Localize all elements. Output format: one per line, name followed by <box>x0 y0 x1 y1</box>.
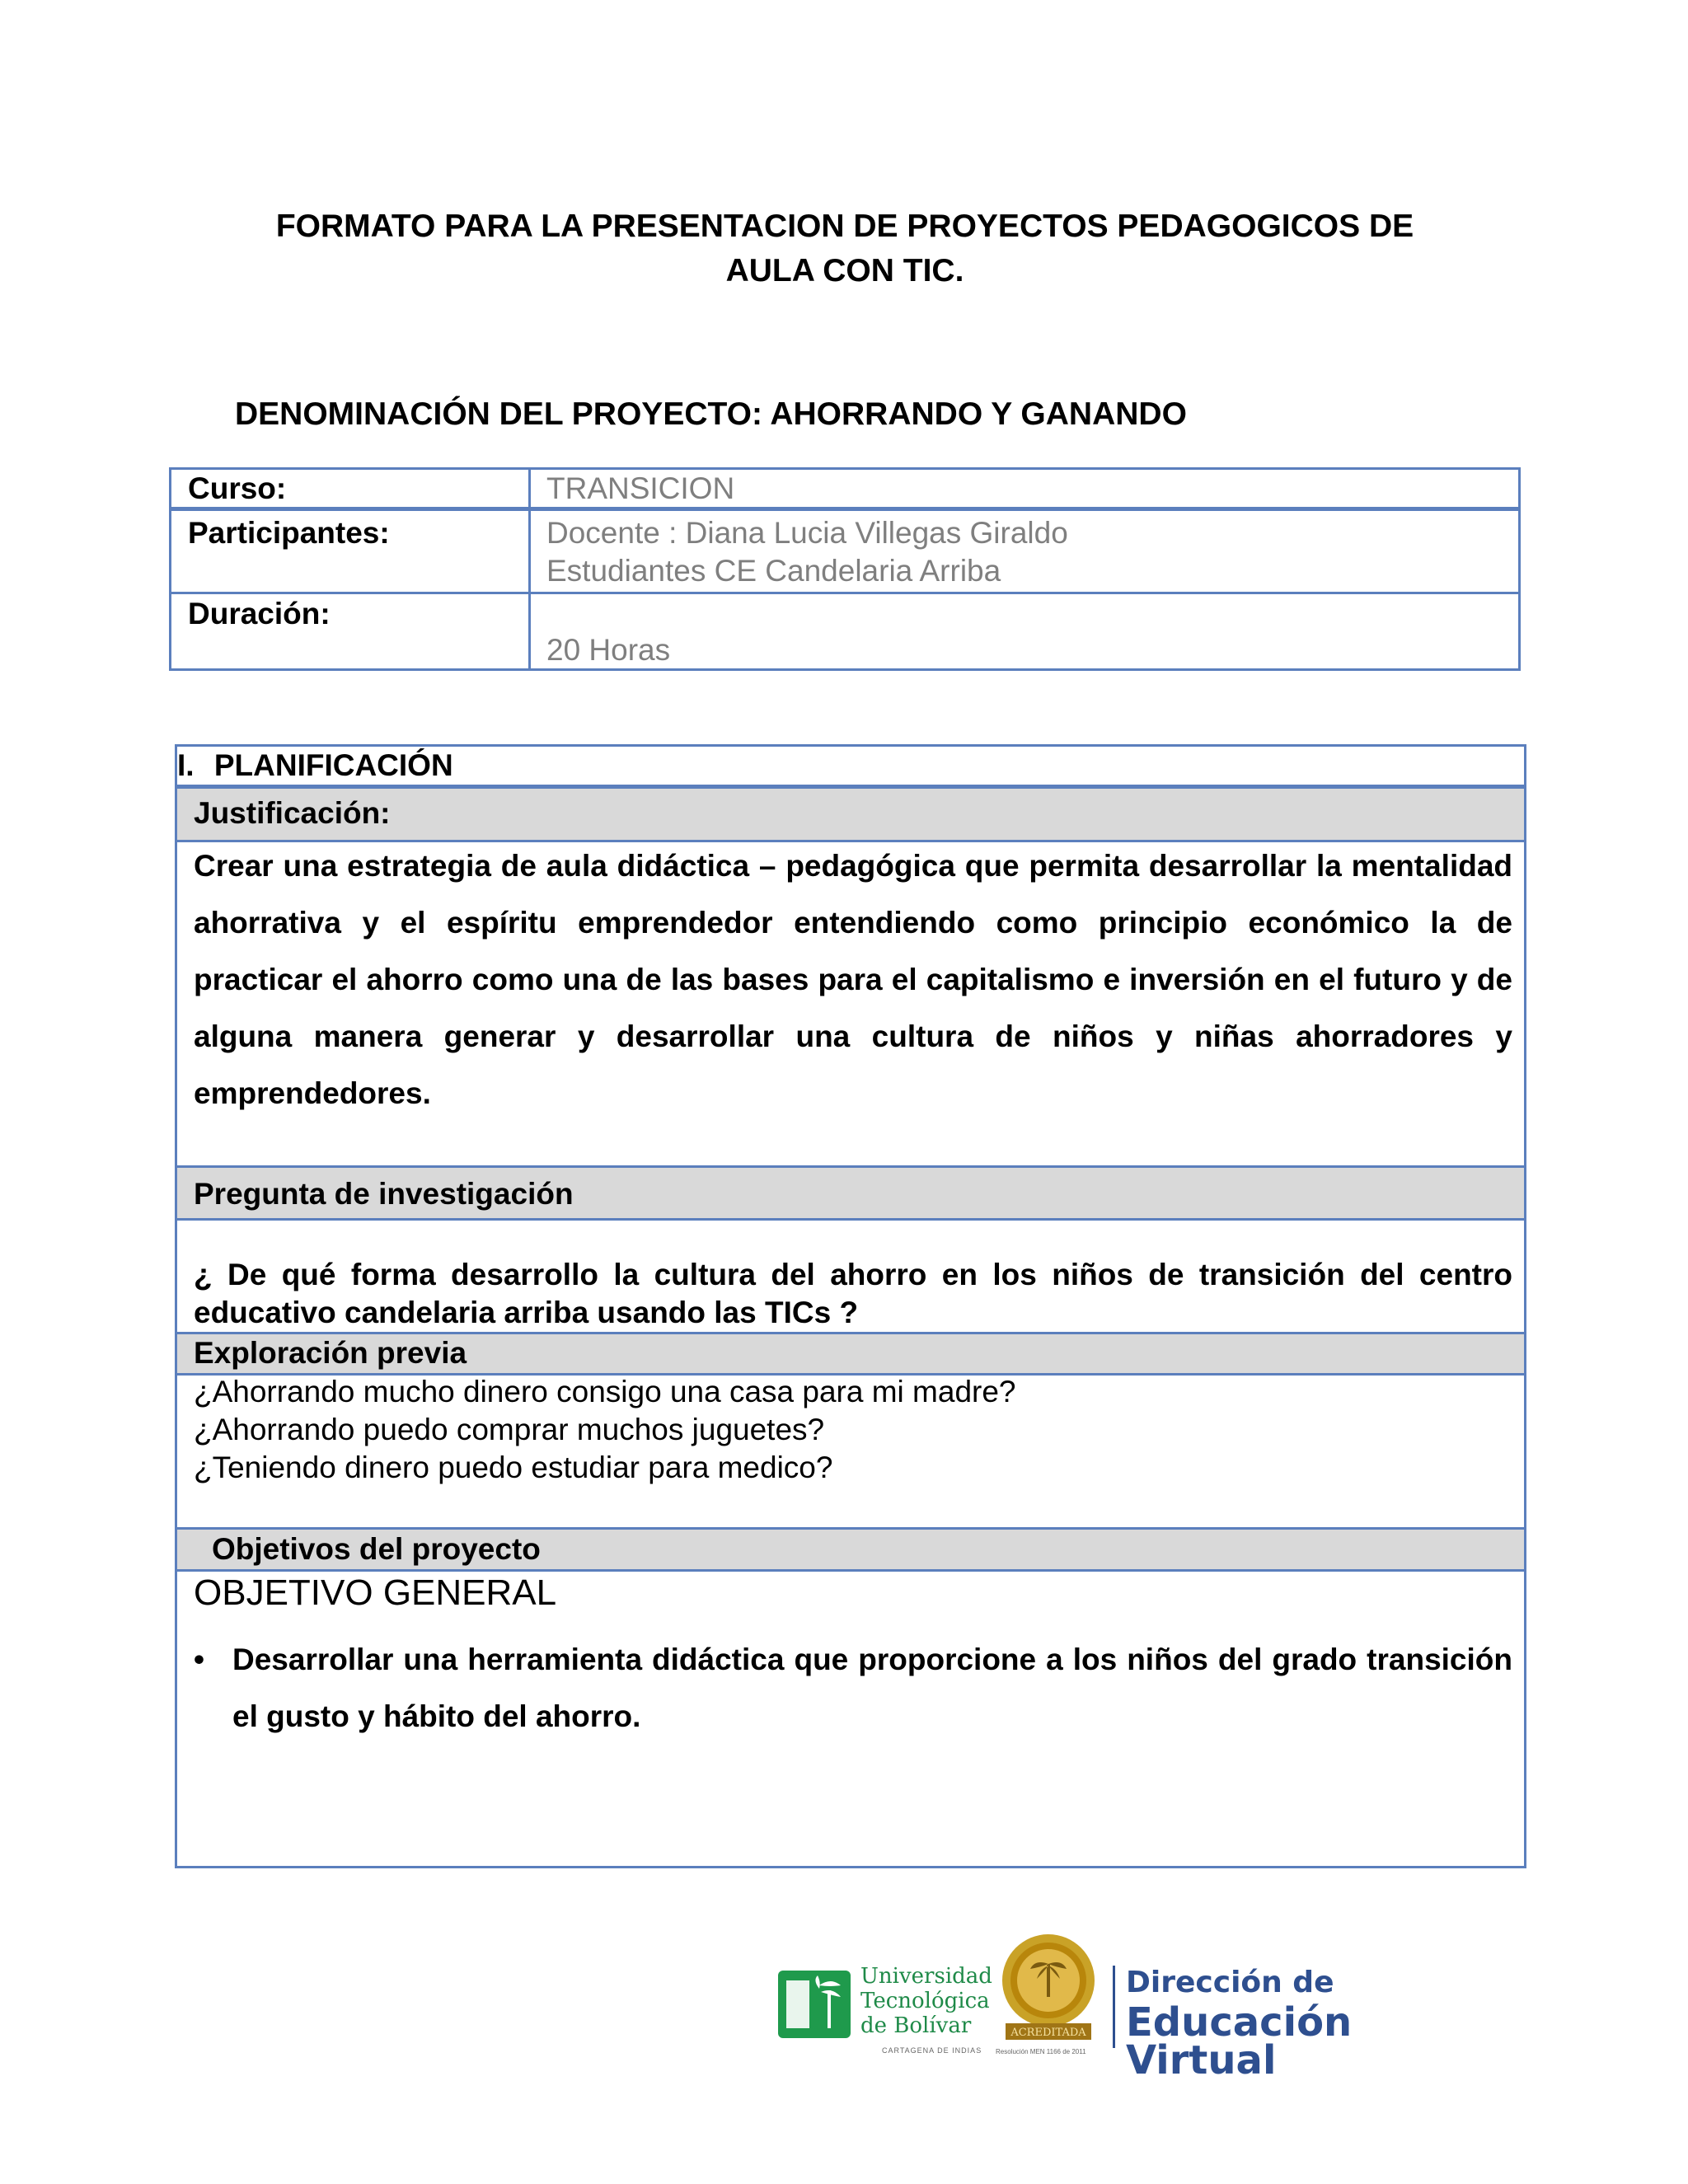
bullet-icon: • <box>194 1643 204 1676</box>
document-title-line2: AULA CON TIC. <box>725 253 964 288</box>
direccion-line1: Dirección de <box>1126 1966 1334 1999</box>
planning-table <box>175 744 1526 1868</box>
utb-name <box>860 1964 992 2038</box>
section-number: I. <box>177 748 195 782</box>
planning-section-heading <box>177 747 453 785</box>
footer-logos <box>775 1924 1434 2083</box>
utb-city: CARTAGENA DE INDIAS <box>882 2046 982 2055</box>
seal-label: ACREDITADA <box>1010 2027 1086 2039</box>
pregunta-label: Pregunta de investigación <box>194 1177 574 1211</box>
document-title-line1: FORMATO PARA LA PRESENTACION DE PROYECTOS PEDAGOGICOS DE <box>275 209 1414 244</box>
utb-name-line1: Universidad <box>860 1964 992 1989</box>
project-name-heading: DENOMINACIÓN DEL PROYECTO: AHORRANDO Y GANANDO <box>235 396 1187 432</box>
duracion-label: Duración: <box>188 597 331 630</box>
info-row-divider <box>171 507 1518 511</box>
accreditation-seal-icon <box>999 1931 1098 2055</box>
justificacion-label: Justificación: <box>194 796 391 830</box>
objetivos-label: Objetivos del proyecto <box>212 1532 541 1566</box>
curso-value: TRANSICION <box>546 471 735 505</box>
exploracion-item: ¿Ahorrando mucho dinero consigo una casa para mi madre? <box>194 1375 1016 1408</box>
direccion-educacion-virtual <box>1126 1964 1434 2083</box>
exploracion-label: Exploración previa <box>194 1336 467 1370</box>
logo-divider <box>1113 1966 1115 2048</box>
utb-name-line3: de Bolívar <box>860 2013 972 2038</box>
utb-logo-icon <box>778 1971 851 2038</box>
planning-row-divider <box>177 1218 1524 1221</box>
seal-resolution: Resolución MEN 1166 de 2011 <box>996 2048 1086 2055</box>
direccion-line2: Educación Virtual <box>1126 1999 1353 2083</box>
pregunta-text: ¿ De qué forma desarrollo la cultura del ahorro en los niños de transición del centro educativo candelaria arriba usando las TICs ? <box>194 1258 1512 1329</box>
exploracion-item: ¿Teniendo dinero puedo estudiar para medico? <box>194 1451 833 1484</box>
objetivo-general-label: OBJETIVO GENERAL <box>194 1572 557 1613</box>
participantes-label: Participantes: <box>188 516 390 550</box>
curso-label: Curso: <box>188 471 287 505</box>
participantes-docente: Docente : Diana Lucia Villegas Giraldo <box>546 516 1068 550</box>
utb-name-line2: Tecnológica <box>860 1989 990 2013</box>
objetivo-general-text: Desarrollar una herramienta didáctica que proporcione a los niños del grado transición el gusto y hábito del ahorro. <box>232 1643 1512 1733</box>
exploracion-item: ¿Ahorrando puedo comprar muchos juguetes? <box>194 1413 825 1446</box>
duracion-value: 20 Horas <box>546 633 671 667</box>
participantes-estudiantes: Estudiantes CE Candelaria Arriba <box>546 554 1001 588</box>
justificacion-text: Crear una estrategia de aula didáctica – pedagógica que permita desarrollar la mentalidad ahorrativa y el espíritu emprendedor entendiendo como principio económico la de practicar el ahorro como una de las bases para el capitalismo e inversión en el futuro y de alguna manera generar y desarrollar una cultura de niños y niñas ahorradores y emprendedores. <box>194 849 1512 1110</box>
info-column-divider <box>528 470 531 668</box>
section-title: PLANIFICACIÓN <box>213 748 453 782</box>
info-row-divider <box>171 592 1518 594</box>
project-info-table <box>169 467 1521 671</box>
document-title <box>165 204 1525 293</box>
